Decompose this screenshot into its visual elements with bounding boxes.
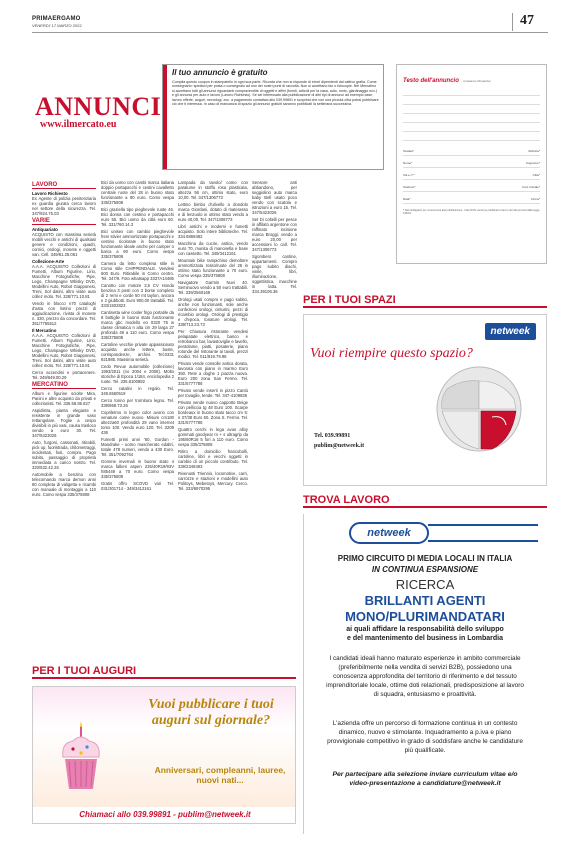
classified-ad: Vendo in blocco n70 cataloghi d'asta con listino prezzi di aggiudicazione, rivista di monete n. 330, prezzo da concordare. Tel. 351/7755512	[32, 301, 96, 326]
coupon-field-label: Città*	[532, 173, 540, 177]
classified-ad: Fumetti primi anni '60, Gordon - Mandrake - uomo mascherato edaltri, totale 478 numeri, vendo a 430 Euro. Tel. 351/7092764	[101, 437, 174, 457]
classified-ad: Lettino bimbo d'ulivello a dondolo marca Giordani, dotato di materasso e di lenzuolo in ottimo stato vendo a euro 40,00. Tel. 347/1306773	[178, 202, 248, 222]
subcategory-heading: Il Mercatino	[32, 328, 57, 333]
classified-ad: Gomme invernali in buono stato 4 marca falken aspen 225/40R19/93V h85449 a 70 euro. Como vespa 335/375808	[101, 459, 174, 479]
classified-ad: Privato vende inserti in pizzo Cantù per tovaglie, tende. Tel. 347-4109836	[178, 388, 248, 398]
puzzle-sphere-icon	[432, 359, 526, 459]
coupon-field-label: Rubrica*	[528, 149, 540, 153]
classified-ad: Gratis offro SCOVD vari Tel. 031/301714 - 349/3412161	[101, 481, 174, 491]
classifieds-column-1	[32, 180, 96, 662]
category-heading: MERCATINO	[32, 383, 96, 389]
job-line-6: ai quali affidare la responsabilità dello sviluppo	[346, 626, 504, 633]
classified-ad: Orologi usati compro e pago subito, anche non funzionanti, sole anche confezioni orologi, cinturini, pezzi di ricambio orologi. Orologi di prestigio e d'epoca, tonature orologi. Tel. 339/713.23.73	[178, 297, 248, 327]
publication-date: VENERDI' 17 MARZO 2022	[32, 23, 82, 28]
coupon-field-row[interactable]	[403, 185, 540, 192]
ad-coupon-form[interactable]	[396, 64, 547, 264]
classified-ad: Navigatore Garmin Nuvi 40. Seminuovo vendo a 50 euro trattabili. Tel. 339/2560169	[178, 280, 248, 295]
header-divider	[512, 13, 513, 31]
coupon-field-label: Cognome*	[525, 161, 540, 165]
subcategory-heading: Collezione-Arte	[32, 259, 65, 264]
annunci-title: ANNUNCI	[35, 92, 162, 121]
coupon-field-row[interactable]	[403, 149, 540, 156]
publication-name: PRIMAERGAMO	[32, 16, 81, 22]
ad-space-question: Vuoi riempire questo spazio?	[310, 346, 473, 361]
coupon-field-label: Firma*	[531, 197, 540, 201]
classified-ad: Bici graziella tipo pieghevole ruote 46. Bici donna con cestino e portapacchi euro 55. Bici uomo da città euro 60. Tel. 331/760.14.3	[101, 207, 174, 227]
classifieds-column-3	[178, 180, 248, 640]
cupcake-icon	[53, 717, 109, 799]
job-line-3: RICERCA	[395, 577, 455, 592]
classified-ad: Cerco accendini e portacenere. Tel. 349/649.00.29	[32, 370, 96, 380]
website-link[interactable]: www.ilmercato.eu	[40, 119, 117, 130]
coupon-field-row[interactable]	[403, 161, 540, 168]
classified-ad: Album e figurine sciolte Mira, Panini e altre acquisto da privati e collezionisti. Tel. 335.58.85.827	[32, 391, 96, 406]
greetings-headline: Vuoi pubblicare i tuoi auguri sul giornale?	[148, 697, 274, 728]
classifieds-column-2	[101, 180, 174, 640]
classified-ad: Cartoline vecchie private appassionato acquista anche lettere, buste, corrispondenze, archivi. Tel.0331 921985. Massima serietà.	[101, 342, 174, 362]
classifieds-column-4	[252, 180, 297, 640]
classified-ad: Aspidistra, pianta elegante e resistente in grande vaso rettangolare. Foglie a cespo divisibili in più vasi, causa trasloco vendo a euro 30. Tel. 347/5423026	[32, 408, 96, 438]
section-auguri-heading: PER I TUOI AUGURI	[32, 665, 296, 679]
coupon-field-label: Telefono*	[403, 185, 416, 189]
job-line-2: IN CONTINUA ESPANSIONE	[371, 565, 479, 574]
job-offer: L'azienda offre un percorso di formazione continua in un contesto dinamico, nuovo e stimolante. Inquadramento a p.iva e piano provvigionale competitivo in grado di soddisfare anche le candidature più qualificate.	[327, 720, 523, 754]
classified-ad: A.A.A. ACQUISTO Collezioni di Fumetti, Album Figurine, Lirio, Macchine Fotografiche, Pipe, Lego, Champagne Whisky DVD, Modellini Auto, Robot Giapponesi, Treni, Sol datini, altro visite auto collez moto. Tel. 328/771.10.81	[32, 333, 96, 368]
job-line-1: PRIMO CIRCUITO DI MEDIA LOCALI IN ITALIA	[337, 554, 513, 563]
classified-ad: Per Chiusura ristorante vendesi pelapatate elettrico, banco e retrobanco bar, lavastoviglie e lavello, pentolame, piatti, posaterie, piano rotonde del ristorante ai tavoli, prezzi modici. Tel. 011/919.79.98	[178, 329, 248, 359]
subcategory-heading: Antiquariato	[32, 227, 58, 232]
classified-ad: Privato vende nuovo cappotto Beige con pelliccia tg 48 Euro 100. Scarpe bordeaux in buono stato tacco cm 5: n 37/38 Euro 50. Zona S. Fermo. Tel. 331/5777788	[178, 400, 248, 425]
coupon-subtitle: (massimo 20 parole)	[463, 79, 491, 83]
free-ad-body: Compila questo coupon in stampatello in ogni sua parte. Ricorda che non si risponde di errori dipendenti dal cattivo grafia. Come consegnarlo: spedisci per posta o consegnalo ad uno dei nostri punti di raccolta. Non si accettano fax o fotocopie. Nel Mercatino si accettano tutti gli annunci riguardanti compravendite di oggetti e affini (forniti, articoli per la casa, auto, moto, giardinaggio ecc.) e gli annunci per auto e lavoro (Lavoro Richiesto). Se sei interessato alla pubblicazione di altri tipi di annunci ad esempio case, lavoro offerte, auguri, necrologi, ecc. a pagamento contattaci allo 039.99891 e scopriral che con una piccola cifra potrai pubblicare ciò che ti interessa. In caso di mancanza di spazio gli annunci gratuiti saranno pubblicati la settimana successiva.	[172, 80, 379, 107]
section-lavoro-heading: TROVA LAVORO	[303, 494, 547, 508]
classified-ad: Camera da letto completa stile in Como stile CHIPPENDALE. Vendesi 600 Euro. Ritirabile in Como centro. Tel. 347/9. Foto whatsapp 3337A14485	[101, 261, 174, 281]
classified-ad: Cerco catalini in regalo. Tel. 349.6560519	[101, 386, 174, 396]
classified-ad: Cedo Revue automobile (collezione) 1993/2011 (no 2004 e 2008). Molto storiche di Epoca 1/184, enciclopedia 2 ruote. Tel. 335.8100892	[101, 364, 174, 384]
coupon-field-row[interactable]	[403, 197, 540, 204]
coupon-field-row[interactable]	[403, 173, 540, 180]
classified-ad: Libri antichi e moderni e fumetti acquisto. Solo intere biblioteche. Tel. 334.6869482	[178, 224, 248, 239]
job-apply: Per partecipare alla selezione inviare curriculum vitae e/o video-presentazione a candidature@netweek.it	[332, 771, 518, 787]
classified-ad: Copriletmo in legno color avorio con venature come nuovo. Misure cm180 altezza60 profondità 29 vano internet tomo 100. Vendo euro 120. Tel. 3209 436	[101, 410, 174, 435]
classified-ad: Bici da uomo con cambi marca italiana doppio portapacchi e cestini cavalletto centrale ruote del 28 in buono stato funzionante a 90 euro. Como vespa 335/375808	[101, 180, 174, 205]
classified-ad: Privato vende consolle antica dorata, lavorata con piano in marmo Euro 350. Rete a doghe 1 piazza nuova. Euro 200 zona San Fermo. Tel. 331/5777788	[178, 361, 248, 386]
section-spazi-heading: PER I TUOI SPAZI	[303, 294, 547, 308]
contact-email[interactable]: publim@netweek.it	[314, 443, 365, 449]
job-ad	[303, 514, 547, 834]
coupon-field-label: Data*	[403, 197, 411, 201]
greetings-ad	[32, 686, 296, 824]
logo-rule	[428, 524, 538, 542]
greetings-occasions: Anniversari, compleanni, lauree, nuovi nati...	[154, 765, 286, 785]
subcategory-heading: Lavoro Richiesto	[32, 191, 68, 196]
coupon-field-label: Via e n°*	[403, 173, 415, 177]
header-rule	[32, 32, 548, 33]
classified-ad: Automobile a benzina con telecomando marca demon anni 80 completa di valigetta e ricambi con manuale di montaggio a 110 euro. Como vespa 335/375808	[32, 472, 96, 497]
classified-ad: Set Di coltelli per pesce in affilato argentone con raffinato incisione marca Broggi, vendo a euro 20,00 per accessioni lo call. Tel. 347/1306773	[252, 217, 297, 252]
classified-ad: Cantinetta wine cooler frigo portatile da 8 bottiglie in buono stato funzionante marca gbc modello eo 0320 75 w classe climatica n alta cm 29 larga 27 profonda 49 a 110 euro. Como vespa 335/375808	[101, 310, 174, 340]
contact-phone[interactable]: Tel. 039.99891	[314, 433, 351, 439]
coupon-field-label: Testata*	[403, 149, 414, 153]
classified-ad: Lampada da tavolo/ como con paralume in stoffa rosa plasticata, altezza 56 cm, ottimo stato, euro 10,00. Tel. 347/1306773	[178, 180, 248, 200]
classified-ad: Quattro cerchi in lega avus alloy gommati goodyear m + s ultragrip da 195/60R16 5 fori a 110 euro. Como vespa 335/375808	[178, 427, 248, 447]
classified-ad: Canotto con motore 3,5 CV Honda benzina 3 posti con 3 borse completo di 2 remi e corde 50 mt taylon, ancora e 2 giubbotti. Euro 900,00 trattabili. Tel. 333/1502823	[101, 283, 174, 308]
classified-ad: Sensore anti abbandono, per seggiolino auto marca baby Bell usato poco vendo con scatola e istruzioni a euro 15. Tel. 347/5423026	[252, 180, 297, 215]
netweek-logo: netweek	[349, 522, 429, 544]
classified-ad: Ritiro a domicilio francobolli, cartoline, libri e vecchi oggetti in cambio di un piccolo contributo. Tel. 339/2348493	[178, 449, 248, 469]
netweek-logo: netweek	[485, 323, 536, 340]
coupon-field-label: Nome*	[403, 161, 413, 165]
page-number: 47	[520, 13, 534, 28]
free-ad-info-box	[162, 64, 384, 170]
classified-ad: Cerco tonno per tromitura legno. Tel. 339/868.73.26	[101, 398, 174, 408]
classified-ad: Bici unisex con cambio pieghevole freni stivier ammortizzate portapacchi e cestino ricolorate in buono stato funzionante ideale anche per camper o barca a 90 euro. Como vespa 335/375808	[101, 229, 174, 259]
job-line-5: MONO/PLURIMANDATARI	[345, 609, 505, 624]
category-heading: LAVORO	[32, 183, 96, 189]
coupon-field-label: Cod. Fiscale*	[522, 185, 540, 189]
classified-ad: Mountain bike rampichino demoltore ammortizzata rosso/ruote del 26 in ottimo stato funzionante a 70 euro. Como vespa 335/375808	[178, 258, 248, 278]
accent-bar	[163, 65, 167, 169]
classified-ad: ACQUISTO con massima serietà mobili vecchi e antichi di qualsiasi genere e condizioni, quadri, cornici, orologi, monete e oggetti van. Cell. 349/81.25.061	[32, 232, 96, 257]
coupon-fineprint: * Dati obbligatori per conoscenza alla pubblicazione. I dati NON verranno pubblicati a fianco dei dati previsti dalla legge 196/03	[403, 209, 540, 215]
classified-ad: A.A.A. ACQUISTO Collezioni di Fumetti, Album Figurine, Lirio, Macchine Fotografiche, Pipe, Lego, Champagne Whisky DVD, Modellini Auto, Robot Giapponesi, Treni, Sol datini, altro visite auto collez moto. Tel. 328/771.10.81	[32, 264, 96, 299]
ad-space-promo	[303, 314, 547, 486]
coupon-title: Testo dell'annuncio	[403, 78, 459, 84]
greetings-contact[interactable]: Chiamaci allo 039.99891 - publim@netweek.it	[33, 807, 296, 823]
classified-ad: Sgombero cantine, appartamenti. Compro pago subito diachi, vinile, libri, illuminazione, oggettistica, macchine in latta. Tel. 334.39106.36	[252, 254, 297, 294]
job-requirements: I candidati ideali hanno maturato esperienze in ambito commerciale (preferibilmente nella vendita di servizi B2B), possiedono una conoscenza approfondita del territorio di riferimento e del tessuto imprenditoriale locale, ottime doti relazionali, predisposizione al lavoro di squadra, entusiasmo e proattività.	[326, 655, 524, 698]
job-line-7: e del mantenimento del business in Lombardia	[347, 635, 503, 642]
classified-ad: Auto, furgoni, cassonati, ritirabili, pick up, fuoristrada, chilometraggi, incidentati, fusi, compro. Pago subito, passaggio di proprietà immediata a carico nostro. Tel. 320/532.42.26	[32, 440, 96, 470]
free-ad-title: Il tuo annuncio è gratuito	[172, 68, 268, 77]
classified-ad: Rivenusti Triennio, locomotive, carri, carrozze e stazioni e modellini auto Politoys, Mebetoys, Mercury. Cerco. Tel. 333/6970295	[178, 471, 248, 491]
classified-ad: Macchina da cucire, antica, vendo euro 70, munita di manovella e base con cassetto. Tel. 349/3412161	[178, 241, 248, 256]
category-heading: VARIE	[32, 219, 96, 225]
classified-ad: Ex Agente di polizia penitenziaria ex guardia giurata cerca lavoro nel settore della sicurezza. Tel. 347/924.75.03	[32, 196, 96, 216]
job-line-4: BRILLANTI AGENTI	[364, 593, 486, 608]
